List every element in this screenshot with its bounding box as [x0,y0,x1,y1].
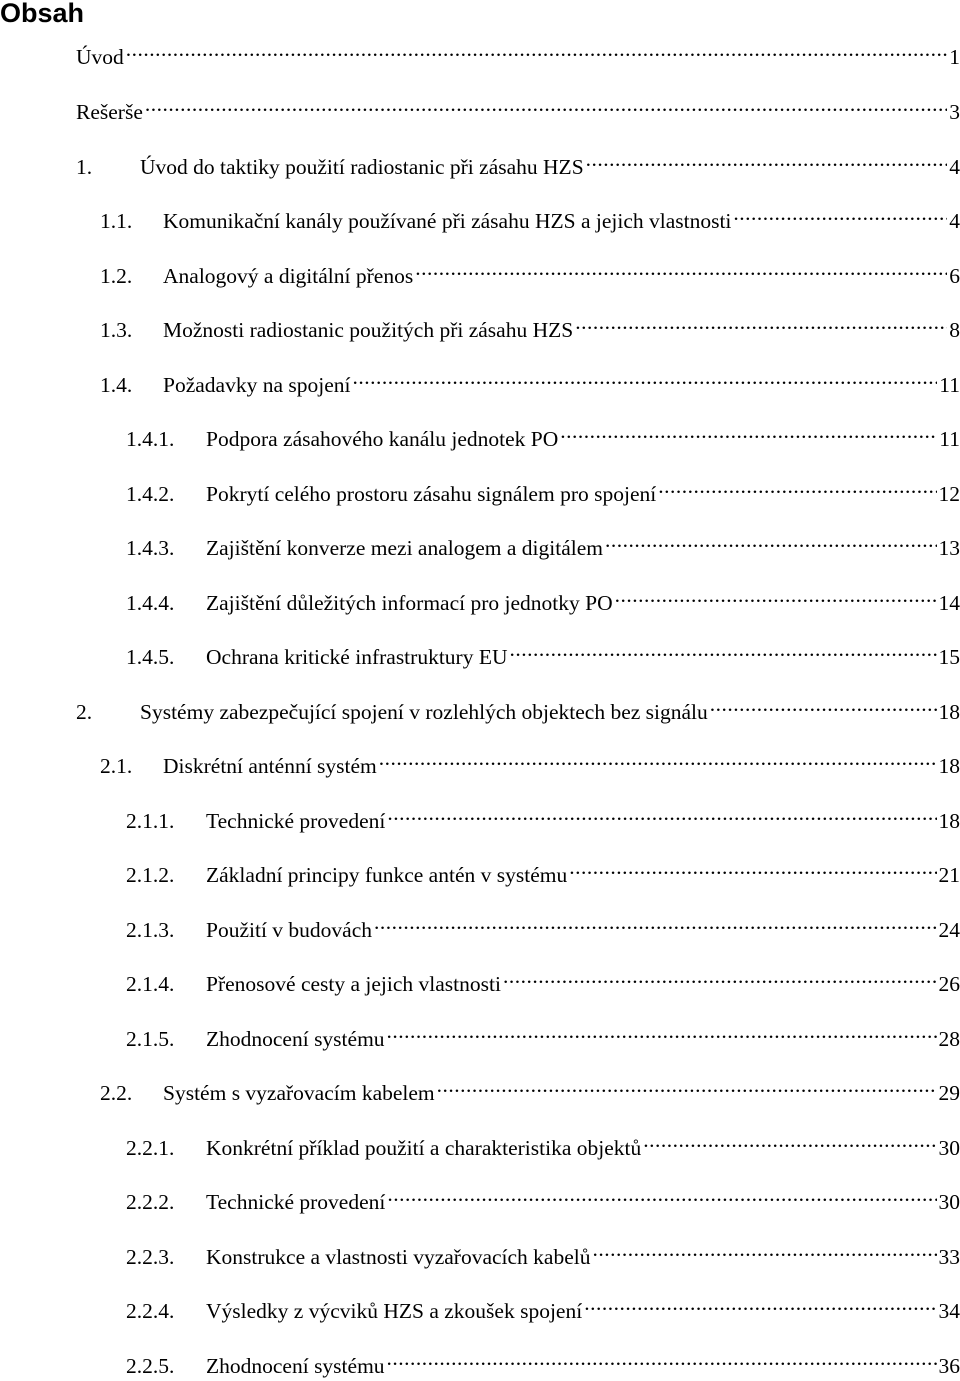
toc-entry-title: Komunikační kanály používané při zásahu HZS a jejich vlastnosti [163,206,731,236]
toc-entry-leader [567,852,936,882]
toc-entry-number: 2.1.5. [126,1024,206,1054]
toc-entry-number: 1.4.2. [126,479,206,509]
toc-entry-number: 2.1.2. [126,860,206,890]
toc-entry[interactable] [76,144,960,174]
toc-entry-title: Podpora zásahového kanálu jednotek PO [206,424,558,454]
toc-entry-leader [435,1070,937,1100]
toc-entry-title: Systém s vyzařovacím kabelem [163,1078,435,1108]
toc-entry-title: Ochrana kritické infrastruktury EU [206,642,507,672]
toc-entry-leader [351,362,938,392]
toc-entry-leader [385,1016,937,1046]
toc-entry-title: Technické provedení [206,1187,385,1217]
toc-entry-page: 29 [937,1078,960,1108]
toc-entry-page: 18 [937,806,960,836]
toc-entry[interactable] [126,1179,960,1209]
toc-entry-number: 1.4.1. [126,424,206,454]
toc-entry-leader [582,1288,936,1318]
toc-entry-title: Pokrytí celého prostoru zásahu signálem pro spojení [206,479,656,509]
toc-entry-page: 34 [937,1296,960,1326]
toc-entry-page: 30 [937,1133,960,1163]
toc-entry[interactable] [126,416,960,446]
toc-entry-leader [731,198,947,228]
toc-entry[interactable] [100,307,960,337]
toc-entry[interactable] [76,689,960,719]
toc-entry-leader [501,961,937,991]
toc-entry-number: 2.2.5. [126,1351,206,1381]
toc-entry[interactable] [126,1343,960,1373]
toc-entry-title: Rešerše [76,97,143,127]
toc-entry[interactable] [100,253,960,283]
toc-entry-number: 2.2. [100,1078,163,1108]
toc-entry-title: Výsledky z výcviků HZS a zkoušek spojení [206,1296,582,1326]
toc-entry-leader [641,1125,936,1155]
toc-entry-leader [656,471,936,501]
toc-entry[interactable] [76,34,960,64]
toc-entry[interactable] [126,907,960,937]
toc-entry-number: 2.1.3. [126,915,206,945]
toc-entry-title: Zajištění konverze mezi analogem a digitálem [206,533,603,563]
toc-entry-number: 1.4.4. [126,588,206,618]
toc-entry-number: 2.2.1. [126,1133,206,1163]
toc-entry-number: 1.1. [100,206,163,236]
toc-entry-page: 26 [937,969,960,999]
toc-entry-title: Zhodnocení systému [206,1351,385,1381]
toc-entry-page: 1 [947,42,960,72]
toc-entry-page: 4 [947,206,960,236]
toc-entry-leader [377,743,937,773]
toc-entry-page: 28 [937,1024,960,1054]
toc-entry-leader [613,580,937,610]
toc-entry-title: Zhodnocení systému [206,1024,385,1054]
toc-entry-page: 30 [937,1187,960,1217]
toc-entry[interactable] [100,743,960,773]
toc-entry-title: Požadavky na spojení [163,370,351,400]
toc-entry-number: 2.1.4. [126,969,206,999]
toc-entry-number: 2.2.2. [126,1187,206,1217]
toc-entry-leader [584,144,948,174]
toc-entry[interactable] [100,198,960,228]
toc-entry-page: 14 [937,588,960,618]
toc-entry-leader [590,1234,936,1264]
toc-entry-number: 1.4.5. [126,642,206,672]
toc-entry[interactable] [76,89,960,119]
toc-entry-number: 2.2.4. [126,1296,206,1326]
toc-entry-page: 21 [937,860,960,890]
toc-entry-leader [603,525,937,555]
toc-entry-title: Přenosové cesty a jejich vlastnosti [206,969,501,999]
toc-entry-title: Základní principy funkce antén v systému [206,860,567,890]
toc-entry-leader [385,1343,937,1373]
toc-entry-page: 24 [937,915,960,945]
toc-entry-title: Konstrukce a vlastnosti vyzařovacích kabelů [206,1242,590,1272]
toc-entry[interactable] [126,1234,960,1264]
toc-entry-page: 13 [937,533,960,563]
toc-entry-number: 2. [76,697,140,727]
toc-entry-title: Úvod [76,42,124,72]
toc-entry-number: 1.3. [100,315,163,345]
toc-entry-number: 1. [76,152,140,182]
toc-entry-page: 11 [937,424,960,454]
toc-entry-title: Technické provedení [206,806,385,836]
toc-entry[interactable] [126,852,960,882]
toc-entry-page: 15 [937,642,960,672]
toc-entry-title: Konkrétní příklad použití a charakteristika objektů [206,1133,641,1163]
toc-entry-page: 18 [937,751,960,781]
page-heading: Obsah [0,0,84,30]
toc-entry-leader [143,89,947,119]
toc-entry-page: 18 [937,697,960,727]
toc-entry-page: 8 [947,315,960,345]
toc-entry-leader [385,798,936,828]
toc-entry-page: 3 [947,97,960,127]
toc-entry[interactable] [100,362,960,392]
toc-entry-leader [708,689,937,719]
toc-entry-title: Analogový a digitální přenos [163,261,413,291]
toc-entry[interactable] [126,580,960,610]
toc-entry-number: 1.4.3. [126,533,206,563]
toc-entry-title: Diskrétní anténní systém [163,751,377,781]
toc-entry-page: 12 [937,479,960,509]
toc-entry[interactable] [126,1016,960,1046]
toc-entry[interactable] [126,1125,960,1155]
toc-entry-number: 2.2.3. [126,1242,206,1272]
toc-entry-title: Použití v budovách [206,915,372,945]
toc-entry-leader [124,34,947,64]
toc-entry-title: Úvod do taktiky použití radiostanic při zásahu HZS [140,152,584,182]
toc-entry-title: Možnosti radiostanic použitých při zásahu HZS [163,315,573,345]
toc-entry-number: 1.2. [100,261,163,291]
toc-entry-leader [385,1179,936,1209]
toc-entry-page: 6 [947,261,960,291]
toc-entry-page: 33 [937,1242,960,1272]
toc-entry-title: Systémy zabezpečující spojení v rozlehlých objektech bez signálu [140,697,708,727]
toc-entry[interactable] [100,1070,960,1100]
toc-entry-page: 4 [947,152,960,182]
toc-entry-number: 1.4. [100,370,163,400]
toc-entry[interactable] [126,634,960,664]
toc-entry-page: 36 [937,1351,960,1381]
toc-entry-number: 2.1.1. [126,806,206,836]
toc-entry[interactable] [126,798,960,828]
toc-entry-leader [573,307,947,337]
toc-entry-title: Zajištění důležitých informací pro jednotky PO [206,588,613,618]
toc-entry-leader [413,253,947,283]
toc-entry[interactable] [126,1288,960,1318]
toc-entry-leader [507,634,936,664]
toc-entry-leader [558,416,937,446]
toc-entry[interactable] [126,471,960,501]
toc-entry[interactable] [126,961,960,991]
toc-entry[interactable] [126,525,960,555]
toc-entry-page: 11 [937,370,960,400]
toc-entry-number: 2.1. [100,751,163,781]
toc-entry-leader [372,907,936,937]
